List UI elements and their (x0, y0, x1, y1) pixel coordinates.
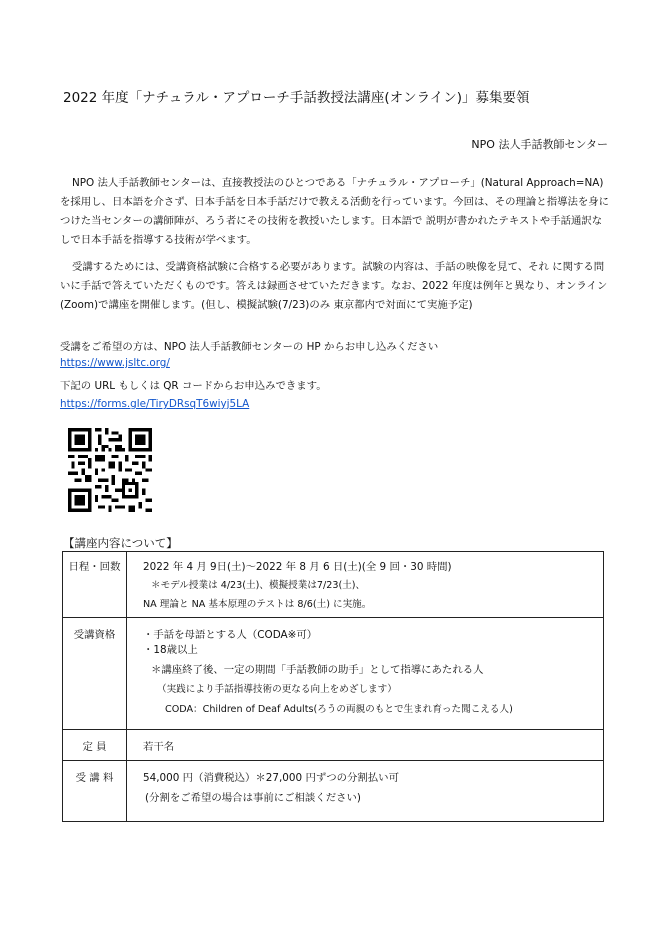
capacity-value: 若干名 (143, 741, 175, 753)
eligibility-label-cell (63, 618, 127, 730)
table-row-eligibility (63, 618, 604, 730)
course-section-title: 【講座内容について】 (63, 536, 178, 550)
intro-paragraph-2 (60, 258, 612, 315)
eligibility-label: 受講資格 (73, 629, 116, 641)
capacity-value-cell (127, 730, 604, 761)
eligibility-item-1: ・手話を母語とする人（CODA※可） (143, 629, 318, 641)
table-row-capacity (63, 730, 604, 761)
eligibility-item-2: ・18歳以上 (143, 644, 198, 656)
fee-note: (分割をご希望の場合は事前にご相談ください) (145, 792, 361, 804)
eligibility-item-3: ＊講座終了後、一定の期間「手話教師の助手」として指導にあたれる人 (151, 664, 484, 676)
table-row-schedule (63, 552, 604, 618)
schedule-main: 2022 年 4 月 9日(土)～2022 年 8 月 6 日(土)(全 9 回・30 時間) (143, 561, 452, 573)
course-table (62, 551, 604, 822)
eligibility-value-cell (127, 618, 604, 730)
schedule-label: 日程・回数 (68, 561, 121, 573)
fee-value-cell (127, 761, 604, 822)
schedule-note-2: NA 理論と NA 基本原理のテストは 8/6(土) に実施。 (143, 599, 372, 610)
eligibility-coda-note: CODA：Children of Deaf Adults(ろうの両親のもとで生まれ育った聞こえる人) (165, 704, 513, 715)
page-title: 2022 年度「ナチュラル・アプローチ手話教授法講座(オンライン)」募集要領 (63, 90, 530, 106)
homepage-link[interactable]: https://www.jsltc.org/ (60, 357, 170, 369)
application-instruction: 受講をご希望の方は、NPO 法人手話教師センターの HP からお申し込みください (60, 341, 439, 353)
fee-label-cell (63, 761, 127, 822)
intro-paragraph-1 (60, 174, 612, 250)
intro-paragraph-1-text: NPO 法人手話教師センターは、直接教授法のひとつである「ナチュラル・アプローチ」(Natural Approach=NA)を採用し、日本語を介さず、日本手話を日本手話だけで教える活動を行っています。今回は、その理論と指導法を身につけた当センターの講師陣が、ろう者にその技術を教授いたします。日本語で 説明が書かれたテキストや手話通訳なしで日本手話を指導する技術が学べます。 (60, 177, 610, 246)
qr-code[interactable] (68, 428, 152, 512)
organization-name: NPO 法人手話教師センター (471, 138, 608, 151)
eligibility-item-4: （実践により手話指導技術の更なる向上をめざします） (157, 684, 397, 695)
application-url-note: 下記の URL もしくは QR コードからお申込みできます。 (60, 380, 327, 392)
schedule-value-cell (127, 552, 604, 618)
form-link[interactable]: https://forms.gle/TiryDRsqT6wiyj5LA (60, 398, 250, 410)
capacity-label-cell (63, 730, 127, 761)
table-row-fee (63, 761, 604, 822)
capacity-label: 定 員 (82, 741, 107, 753)
schedule-note-1: ＊モデル授業は 4/23(土)、模擬授業は7/23(土)、 (151, 580, 366, 591)
intro-paragraph-2-text: 受講するためには、受講資格試験に合格する必要があります。試験の内容は、手話の映像を見て、それ に関する問いに手話で答えていただくものです。答えは録画させていただきます。なお、2022 年度は例年と異なり、オンライン(Zoom)で講座を開催します。(但し、模擬試験(7/23)のみ 東京都内で対面にて実施予定) (60, 261, 608, 311)
fee-label: 受 講 料 (75, 772, 114, 784)
schedule-label-cell (63, 552, 127, 618)
fee-value: 54,000 円（消費税込）＊27,000 円ずつの分割払い可 (143, 772, 399, 784)
